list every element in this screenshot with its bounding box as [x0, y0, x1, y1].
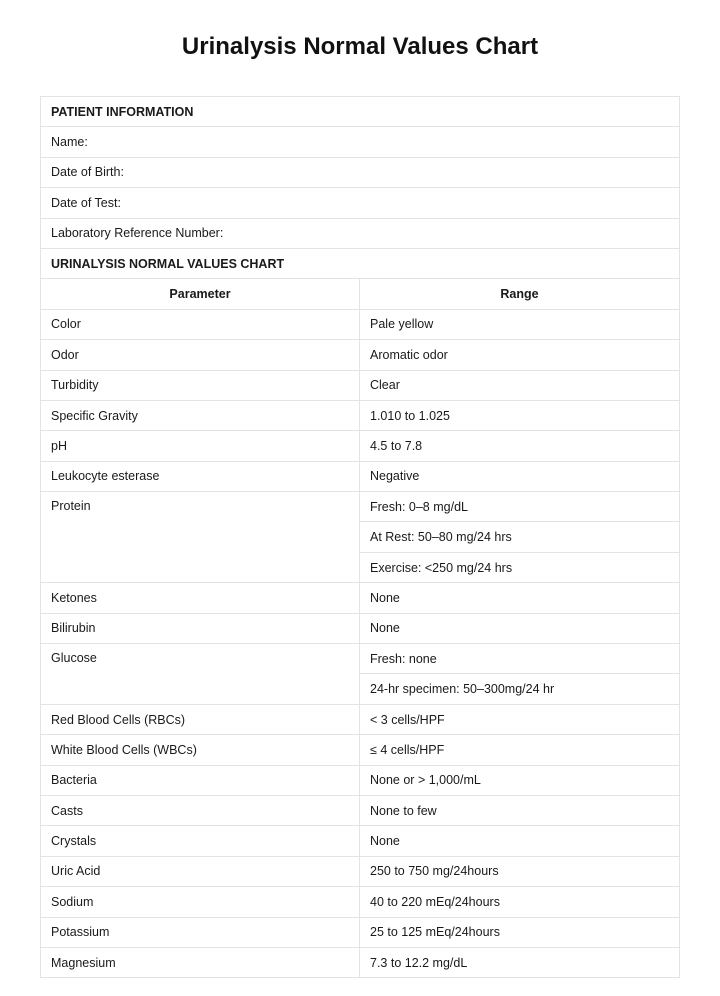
column-header-range: Range: [360, 279, 680, 309]
range-cell: Clear: [360, 370, 680, 400]
chart-section-heading: URINALYSIS NORMAL VALUES CHART: [41, 248, 680, 278]
range-cell: 40 to 220 mEq/24hours: [360, 887, 680, 917]
range-cell: 7.3 to 12.2 mg/dL: [360, 947, 680, 977]
patient-field-row: [41, 218, 680, 248]
parameter-cell: Uric Acid: [41, 856, 360, 886]
table-row: [41, 583, 680, 613]
range-cell: Exercise: <250 mg/24 hrs: [360, 552, 680, 582]
parameter-cell: Ketones: [41, 583, 360, 613]
table-row: [41, 370, 680, 400]
patient-info-heading: PATIENT INFORMATION: [41, 97, 680, 127]
urinalysis-table: [40, 96, 680, 978]
patient-field-row: [41, 157, 680, 187]
table-body: [41, 97, 680, 978]
range-cell: Negative: [360, 461, 680, 491]
range-cell: Aromatic odor: [360, 340, 680, 370]
patient-info-header-row: [41, 97, 680, 127]
parameter-cell: Bacteria: [41, 765, 360, 795]
range-cell: 4.5 to 7.8: [360, 431, 680, 461]
parameter-cell: Protein: [41, 492, 360, 583]
parameter-cell: Sodium: [41, 887, 360, 917]
range-cell: None to few: [360, 795, 680, 825]
table-row: [41, 765, 680, 795]
range-cell: Pale yellow: [360, 309, 680, 339]
table-row: [41, 309, 680, 339]
parameter-cell: pH: [41, 431, 360, 461]
parameter-cell: Leukocyte esterase: [41, 461, 360, 491]
table-row: [41, 613, 680, 643]
table-row: [41, 340, 680, 370]
parameter-cell: Color: [41, 309, 360, 339]
table-row: [41, 856, 680, 886]
column-header-row: [41, 279, 680, 309]
patient-dob-field: Date of Birth:: [41, 157, 680, 187]
range-cell: 24-hr specimen: 50–300mg/24 hr: [360, 674, 680, 704]
page-title: Urinalysis Normal Values Chart: [181, 33, 539, 60]
table-row: [41, 400, 680, 430]
parameter-cell: Bilirubin: [41, 613, 360, 643]
range-cell: < 3 cells/HPF: [360, 704, 680, 734]
range-cell: Fresh: 0–8 mg/dL: [360, 492, 680, 522]
table-row: [41, 644, 680, 674]
parameter-cell: White Blood Cells (WBCs): [41, 735, 360, 765]
range-cell: 1.010 to 1.025: [360, 400, 680, 430]
table-row: [41, 887, 680, 917]
table-row: [41, 735, 680, 765]
patient-test-date-field: Date of Test:: [41, 188, 680, 218]
range-cell: None or > 1,000/mL: [360, 765, 680, 795]
range-cell: 25 to 125 mEq/24hours: [360, 917, 680, 947]
range-cell: 250 to 750 mg/24hours: [360, 856, 680, 886]
table-row: [41, 461, 680, 491]
range-cell: At Rest: 50–80 mg/24 hrs: [360, 522, 680, 552]
table-row: [41, 704, 680, 734]
table-row: [41, 826, 680, 856]
range-cell: None: [360, 826, 680, 856]
parameter-cell: Red Blood Cells (RBCs): [41, 704, 360, 734]
parameter-cell: Specific Gravity: [41, 400, 360, 430]
patient-lab-ref-field: Laboratory Reference Number:: [41, 218, 680, 248]
parameter-cell: Odor: [41, 340, 360, 370]
parameter-cell: Turbidity: [41, 370, 360, 400]
patient-name-field: Name:: [41, 127, 680, 157]
parameter-cell: Crystals: [41, 826, 360, 856]
table-row: [41, 431, 680, 461]
table-row: [41, 917, 680, 947]
range-cell: Fresh: none: [360, 644, 680, 674]
patient-field-row: [41, 188, 680, 218]
table-row: [41, 795, 680, 825]
range-cell: None: [360, 613, 680, 643]
column-header-parameter: Parameter: [41, 279, 360, 309]
chart-section-header-row: [41, 248, 680, 278]
parameter-cell: Magnesium: [41, 947, 360, 977]
range-cell: None: [360, 583, 680, 613]
parameter-cell: Glucose: [41, 644, 360, 705]
table-row: [41, 947, 680, 977]
table-row: [41, 492, 680, 522]
parameter-cell: Potassium: [41, 917, 360, 947]
parameter-cell: Casts: [41, 795, 360, 825]
range-cell: ≤ 4 cells/HPF: [360, 735, 680, 765]
patient-field-row: [41, 127, 680, 157]
